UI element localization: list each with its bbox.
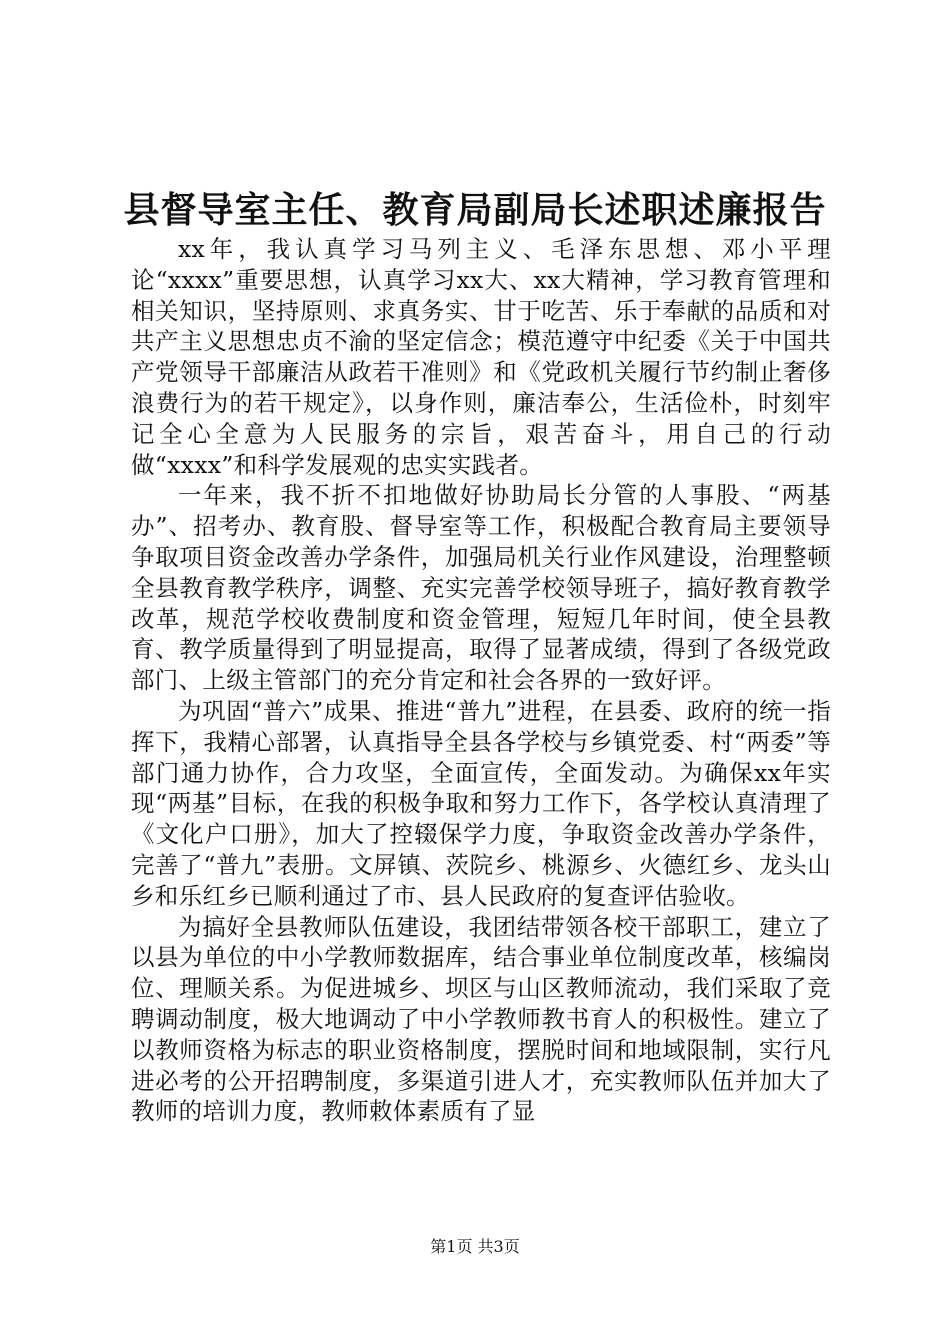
paragraph-2: 一年来，我不折不扣地做好协助局长分管的人事股、“两基办”、招考办、教育股、督导室等工作，积极配合教育局主要领导争取项目资金改善办学条件，加强局机关行业作风建设，治理整顿全县教育教学秩序，调整、充实完善学校领导班子，搞好教育教学改革，规范学校收费制度和资金管理，短短几年时间，使全县教育、教学质量得到了明显提高，取得了显著成绩，得到了各级党政部门、上级主管部门的充分肯定和社会各界的一致好评。 <box>131 481 831 695</box>
paragraph-1: xx年，我认真学习马列主义、毛泽东思想、邓小平理论“xxxx”重要思想，认真学习xx大、xx大精神，学习教育管理和相关知识，坚持原则、求真务实、甘于吃苦、乐于奉献的品质和对共产主义思想忠贞不渝的坚定信念；模范遵守中纪委《关于中国共产党领导干部廉洁从政若干准则》和《党政机关履行节约制止奢侈浪费行为的若干规定》，以身作则，廉洁奉公，生活俭朴，时刻牢记全心全意为人民服务的宗旨，艰苦奋斗，用自己的行动做“xxxx”和科学发展观的忠实实践者。 <box>131 235 831 479</box>
document-body <box>131 234 831 1127</box>
document-title: 县督导室主任、教育局副局长述职述廉报告 <box>123 189 827 231</box>
page-number-footer: 第1页 共3页 <box>430 1237 520 1256</box>
paragraph-3: 为巩固“普六”成果、推进“普九”进程，在县委、政府的统一指挥下，我精心部署，认真指导全县各学校与乡镇党委、村“两委”等部门通力协作，合力攻坚，全面宣传，全面发动。为确保xx年实现“两基”目标，在我的积极争取和努力工作下，各学校认真清理了《文化户口册》，加大了控辍保学力度，争取资金改善办学条件，完善了“普九”表册。文屏镇、茨院乡、桃源乡、火德红乡、龙头山乡和乐红乡已顺利通过了市、县人民政府的复查评估验收。 <box>131 696 831 910</box>
paragraph-4: 为搞好全县教师队伍建设，我团结带领各校干部职工，建立了以县为单位的中小学教师数据库，结合事业单位制度改革，核编岗位、理顺关系。为促进城乡、坝区与山区教师流动，我们采取了竞聘调动制度，极大地调动了中小学教师教书育人的积极性。建立了以教师资格为标志的职业资格制度，摆脱时间和地域限制，实行凡进必考的公开招聘制度，多渠道引进人才，充实教师队伍并加大了教师的培训力度，教师敕体素质有了显 <box>131 912 831 1126</box>
